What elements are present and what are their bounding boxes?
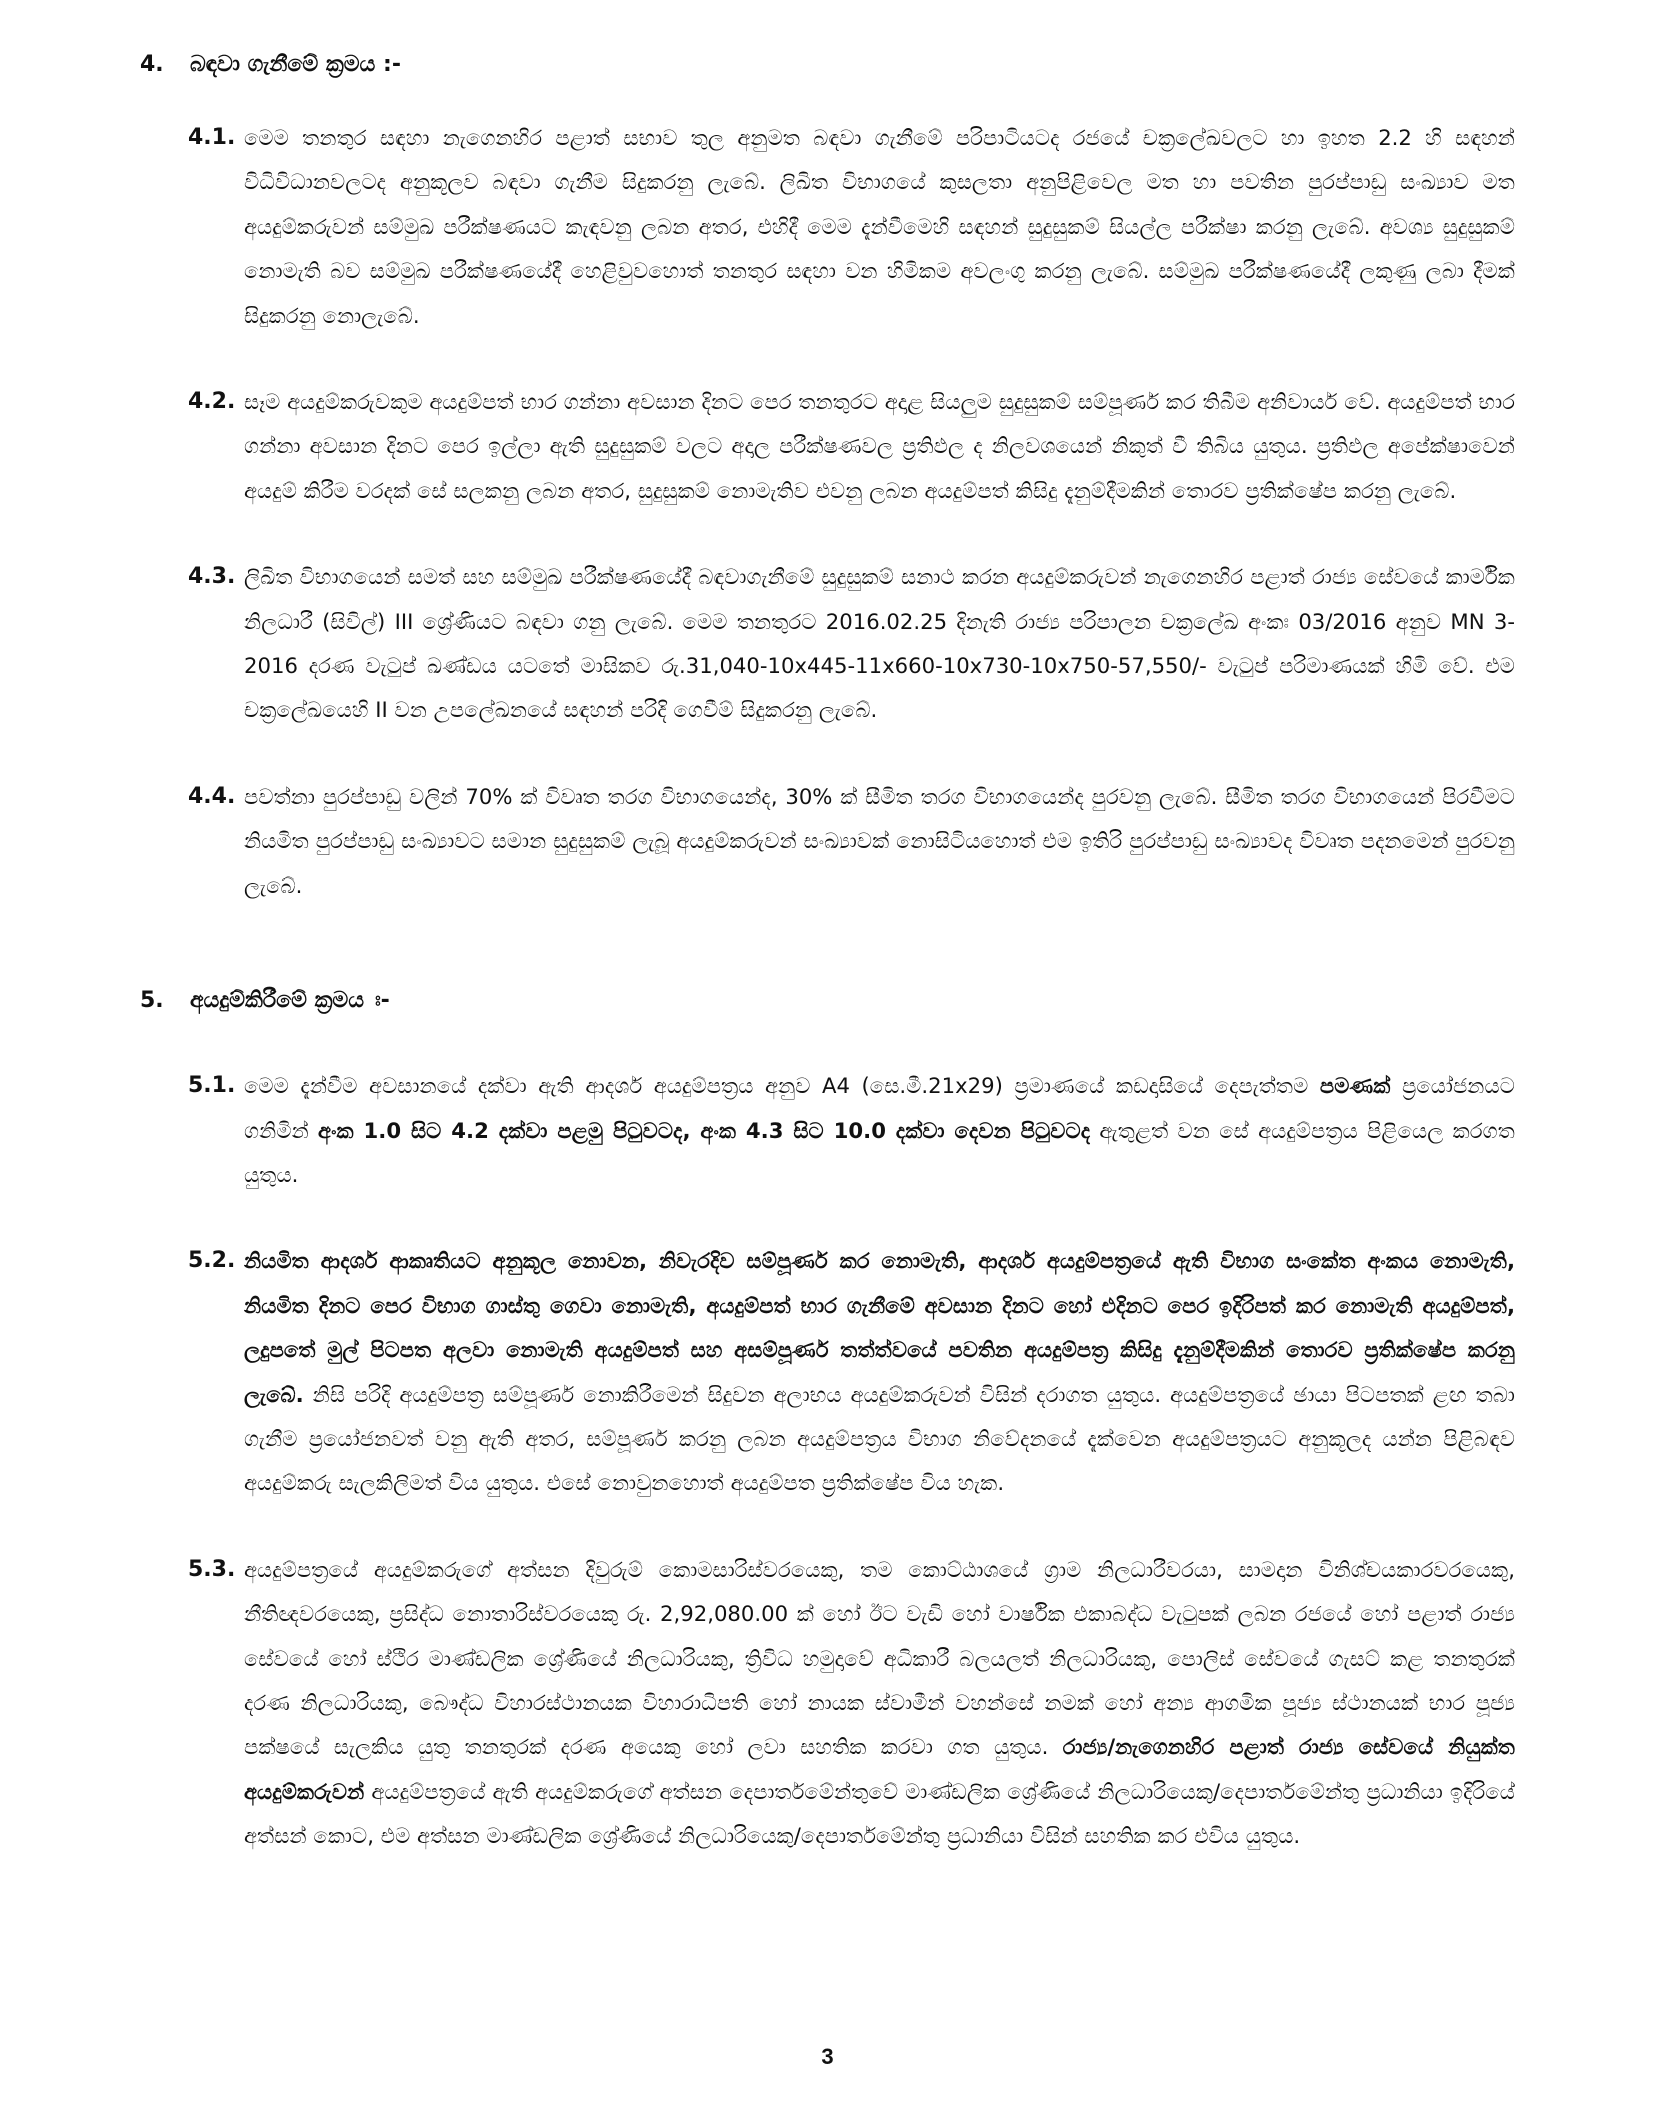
page-number: 3 [821, 2044, 834, 2069]
section-4-heading [140, 48, 1515, 82]
paragraph-5-1-bold-pages: අංක 1.0 සිට 4.2 දක්වා පළමු පිටුවටද, අංක 4.3 සිට 10.0 දක්වා දෙවන පිටුවටද [318, 1117, 1091, 1143]
section-5-title: අයදුම්කිරීමේ ක්‍රමය ඃ- [190, 988, 390, 1014]
paragraph-5-3-bold-applicants: රාජ්‍ය/නැගෙනහිර පළාත් රාජ්‍ය සේවයේ නියුක්ත අයදුම්කරුවන් [244, 1734, 1515, 1804]
paragraph-4-3-number: 4.3. [188, 564, 236, 590]
paragraph-5-2-text [244, 1239, 1515, 1505]
section-4-title: බඳවා ගැනීමේ ක්‍රමය :- [190, 52, 401, 77]
paragraph-5-3-number: 5.3. [188, 1556, 236, 1582]
paragraph-5-1-text-part-3: ඇතුළත් වන සේ අයදුම්පත්‍රය පිළියෙල කරගත යුතුය. [244, 1117, 1515, 1187]
paragraph-4-1-text: මෙම තනතුර සඳහා නැගෙනහිර පළාත් සභාව තුල අනුමත බඳවා ගැනීමේ පරිපාටියටද රජයේ චක්‍රලේඛවලට හා ඉහත 2.2 හි සඳහන් විධිවිධානවලටද අනුකූලව බඳවා ගැනීම සිදුකරනු ලැබේ. ලිඛිත විභාගයේ කුසලතා අනුපිළිවෙල මත හා පවතින පුරප්පාඩු සංඛ්‍යාව මත අයදුම්කරුවන් සම්මුඛ පරීක්ෂණයට කැඳවනු ලබන අතර, එහිදී මෙම දැන්වීමෙහි සඳහන් සුදුසුකම් සියල්ල පරීක්ෂා කරනු ලැබේ. අවශ්‍ය සුදුසුකම් නොමැති බව සම්මුඛ පරීක්ෂණයේදී හෙළිවුවහොත් තනතුර සඳහා වන හිමිකම අවලංගු කරනු ලැබේ. සම්මුඛ පරීක්ෂණයේදී ලකුණු ලබා දීමක් සිදුකරනු නොලැබේ. [244, 125, 1516, 328]
paragraph-4-4 [188, 775, 1515, 908]
paragraph-5-3 [188, 1548, 1515, 1859]
paragraph-5-1-number: 5.1. [188, 1073, 236, 1099]
paragraph-5-2-text-part-1: නිසි පරිදි අයදුම්පත්‍ර සම්පූර්ණ නොකිරීමෙන් සිදුවන අලාභය අයදුම්කරුවන් විසින් දරාගත යුතුය. අයදුම්පත්‍රයේ ඡායා පිටපතක් ළඟ තබා ගැනීම ප්‍රයෝජනවත් වනු ඇති අතර, සම්පූර්ණ කරනු ලබන අයදුම්පත්‍රය විභාග නිවේදනයේ දැක්වෙන අයදුම්පත්‍රයට අනුකූලද යන්න පිළිබඳව අයදුම්කරු සැලකිලිමත් විය යුතුය. එසේ නොවුනහොත් අයදුම්පත ප්‍රතික්ෂේප විය හැක. [244, 1381, 1515, 1496]
paragraph-5-2-bold-rejection: නියමිත ආදර්ශ ආකෘතියට අනුකූල නොවන, නිවැරදිව සම්පූර්ණ කර නොමැති, ආදර්ශ අයදුම්පත්‍රයේ ඇති විභාග සංකේත අංකය නොමැති, නියමිත දිනට පෙර විභාග ගාස්තු ගෙවා නොමැති, අයදුම්පත් භාර ගැනීමේ අවසාන දිනට හෝ එදිනට පෙර ඉදිරිපත් කර නොමැති අයදුම්පත්, ලදුපතේ මුල් පිටපත අලවා නොමැති අයදුම්පත් සහ අසම්පූර්ණ තත්ත්වයේ පවතින අයදුම්පත්‍ර කිසිදු දැනුම්දීමකින් තොරව ප්‍රතික්ෂේප කරනු ලැබේ. [244, 1248, 1515, 1407]
paragraph-5-2 [188, 1239, 1515, 1505]
paragraph-4-1 [188, 116, 1515, 338]
paragraph-5-3-text-part-1: අයදුම්පත්‍රයේ අයදුම්කරුගේ අත්සන දිවුරුම් කොමසාරිස්වරයෙකු, තම කොට්ඨාශයේ ග්‍රාම නිලධාරීවරයා, සාමදාන විනිශ්චයකාරවරයෙකු, නීතිඥවරයෙකු, ප්‍රසිද්ධ නොතාරිස්වරයෙකු රු. 2,92,080.00 ක් හෝ ඊට වැඩි හෝ වාර්ෂික එකාබද්ධ වැටුපක් ලබන රජයේ හෝ පළාත් රාජ්‍ය සේවයේ හෝ ස්ථිර මාණ්ඩලික ශ්‍රේණියේ නිලධාරියකු, ත්‍රිවිධ හමුදාවේ අධිකාරී බලයලත් නිලධාරියකු, පොලිස් සේවයේ ගැසට් කළ තනතුරක් දරණ නිලධාරියකු, බෞද්ධ විහාරස්ථානයක විහාරාධිපති හෝ නායක ස්වාමීන් වහන්සේ නමක් හෝ අන්‍ය ආගමික පූජ්‍ය ස්ථානයක් භාර පූජ්‍ය පක්ෂයේ සැලකිය යුතු තනතුරක් දරණ අයෙකු හෝ ලවා සහතික කරවා ගත යුතුය. [244, 1556, 1515, 1760]
paragraph-5-1-text-part-2: ප්‍රයෝජනයට ගනිමින් [244, 1073, 1515, 1143]
section-5-number: 5. [140, 988, 164, 1014]
paragraph-4-4-text: පවත්නා පුරප්පාඩු වලින් 70% ක් විවෘත තරග විභාගයෙන්ද, 30% ක් සීමිත තරග විභාගයෙන්ද පුරවනු ලැබේ. සීමිත තරග විභාගයෙන් පිරවීමට නියමිත පුරප්පාඩු සංඛ්‍යාවට සමාන සුදුසුකම් ලැබූ අයදුම්කරුවන් සංඛ්‍යාවක් නොසිටියහොත් එම ඉතිරි පුරප්පාඩු සංඛ්‍යාවද විවෘත පදනමෙන් පුරවනු ලැබේ. [244, 783, 1515, 898]
section-5-heading [140, 984, 1515, 1018]
paragraph-5-3-text [244, 1548, 1515, 1859]
paragraph-4-2 [188, 380, 1515, 513]
paragraph-5-1-text [244, 1064, 1515, 1197]
paragraph-5-1 [188, 1064, 1515, 1197]
paragraph-5-1-text-part-1: මෙම දැන්වීම අවසානයේ දක්වා ඇති ආදර්ශ අයදුම්පත්‍රය අනුව A4 (සෙ.මී.21x29) ප්‍රමාණයේ කඩදාසියේ දෙපැත්තම [244, 1073, 1320, 1099]
paragraph-5-3-text-part-2: අයදුම්පත්‍රයේ ඇති අයදුම්කරුගේ අත්සන දෙපාර්තමේන්තුවේ මාණ්ඩලික ශ්‍රේණියේ නිලධාරියෙකු/දෙපාර්තමේන්තු ප්‍රධානියා ඉදිරියේ අත්සන් කොට, එම අත්සන මාණ්ඩලික ශ්‍රේණියේ නිලධාරියෙකු/දෙපාර්තමේන්තු ප්‍රධානියා විසින් සහතික කර එවිය යුතුය. [244, 1778, 1515, 1849]
paragraph-4-1-number: 4.1. [188, 125, 236, 150]
paragraph-4-2-text: සෑම අයදුම්කරුවකුම අයදුම්පත් භාර ගන්නා අවසාන දිනට පෙර තනතුරට අදාළ සියලුම සුදුසුකම් සම්පූර්ණ කර තිබීම අනිවාර්ය වේ. අයදුම්පත් භාර ගන්නා අවසාන දිනට පෙර ඉල්ලා ඇති සුදුසුකම් වලට අදාල පරීක්ෂණවල ප්‍රතිඵල ද නිලවශයෙන් නිකුත් වී තිබිය යුතුය. ප්‍රතිඵල අපේක්ෂාවෙන් අයදුම් කිරීම වරදක් සේ සලකනු ලබන අතර, සුදුසුකම් නොමැතිව එවනු ලබන අයදුම්පත් කිසිදු දැනුම්දීමකින් තොරව ප්‍රතික්ෂේප කරනු ලැබේ. [244, 389, 1515, 503]
paragraph-4-4-number: 4.4. [188, 783, 236, 809]
paragraph-5-2-number: 5.2. [188, 1248, 236, 1274]
paragraph-4-3 [188, 555, 1515, 733]
section-4-number: 4. [140, 52, 164, 77]
paragraph-5-1-bold-only: පමණක් [1319, 1073, 1391, 1099]
paragraph-4-2-number: 4.2. [188, 389, 236, 415]
paragraph-4-3-text: ලිඛිත විභාගයෙන් සමත් සහ සම්මුඛ පරීක්ෂණයේදී බඳවාගැනීමේ සුදුසුකම් සනාථ කරන අයදුම්කරුවන් නැගෙනහිර පළාත් රාජ්‍ය සේවයේ කාර්මික නිලධාරී (සිවිල්) III ශ්‍රේණියට බඳවා ගනු ලැබේ. මෙම තනතුරට 2016.02.25 දිනැති රාජ්‍ය පරිපාලන චක්‍රලේඛ අංකඃ 03/2016 අනුව MN 3-2016 දරණ වැටුප් ඛණ්ඩය යටතේ මාසිකව රු.31,040-10x445-11x660-10x730-10x750-57,550/- වැටුප් පරිමාණයක් හිමි වේ. එම චක්‍රලේඛයෙහි II වන උපලේඛනයේ සඳහන් පරිදි ගෙවීම් සිදුකරනු ලැබේ. [244, 564, 1515, 723]
